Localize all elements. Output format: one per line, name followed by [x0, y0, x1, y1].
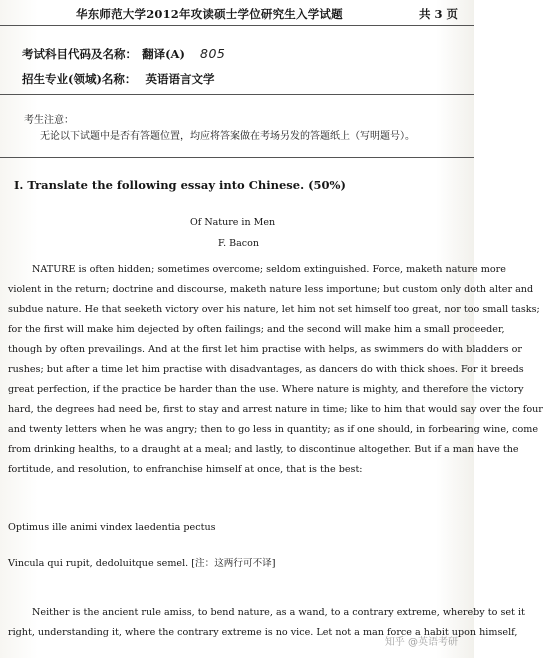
notice-text: 无论以下试题中是否有答题位置，均应将答案做在考场另发的答题纸上（写明题号）。 — [40, 131, 415, 142]
major-label: 招生专业(领域)名称： — [22, 72, 137, 86]
page-count: 共 3 页 — [418, 7, 458, 21]
major-row — [22, 68, 214, 87]
notice-divider — [0, 157, 474, 158]
header-divider — [0, 25, 474, 26]
question-heading: I. Translate the following essay into Chinese. (50%) — [14, 178, 346, 192]
paragraph-line: and twenty letters when he was angry; then to go less in quantity; as if one should, in forbearing wine, come — [8, 424, 539, 435]
paragraph-line: for the first will make him dejected by often failings; and the second will make him a small proceeder, — [8, 324, 505, 335]
paragraph-line: subdue nature. He that seeketh victory over his nature, let him not set himself too great, nor too small tasks; — [8, 304, 540, 315]
subject-row — [22, 43, 225, 62]
paragraph-line: hard, the degrees had need be, first to stay and arrest nature in time; like to him that would say over the four — [8, 404, 543, 415]
essay-title: Of Nature in Men — [190, 217, 276, 228]
subject-label: 考试科目代码及名称： — [22, 47, 137, 61]
paragraph-line: from drinking healths, to a draught at a meal; and lastly, to discontinue altogether. But if a man have the — [8, 444, 519, 455]
paragraph-line: Neither is the ancient rule amiss, to bend nature, as a wand, to a contrary extreme, whereby to set it — [32, 607, 525, 618]
paragraph-line: fortitude, and resolution, to enfranchise himself at once, that is the best: — [8, 464, 363, 475]
watermark: 知乎 @英语考研 — [384, 637, 458, 648]
paragraph-line: great perfection, if the practice be harder than the use. Where nature is mighty, and therefore the victory — [8, 384, 524, 395]
paragraph-line: though by often prevailings. And at the first let him practise with helps, as swimmers do with bladders or — [8, 344, 523, 355]
paragraph-line: right, understanding it, where the contrary extreme is no vice. Let not a man force a habit upon himself, — [8, 627, 518, 638]
essay-paragraph-1 — [8, 260, 543, 480]
essay-author: F. Bacon — [218, 238, 259, 249]
subject-code: 805 — [200, 46, 226, 61]
latin-line-1: Optimus ille animi vindex laedentia pectus — [8, 522, 216, 533]
paragraph-line: violent in the return; doctrine and discourse, maketh nature less importune; but custom only doth alter and — [8, 284, 534, 295]
paragraph-line: rushes; but after a time let him practise with disadvantages, as dancers do with thick shoes. For it breeds — [8, 364, 524, 375]
exam-title: 华东师范大学2012年攻读硕士学位研究生入学试题 — [76, 7, 343, 21]
info-divider — [0, 94, 474, 95]
notice-heading: 考生注意： — [24, 115, 74, 126]
latin-line-2: Vincula qui rupit, dedoluitque semel. [注：这两行可不译] — [8, 558, 276, 569]
major-value: 英语语言文学 — [145, 72, 215, 86]
subject-value: 翻译(A) — [142, 47, 185, 61]
paragraph-line: NATURE is often hidden; sometimes overcome; seldom extinguished. Force, maketh nature more — [32, 264, 506, 275]
